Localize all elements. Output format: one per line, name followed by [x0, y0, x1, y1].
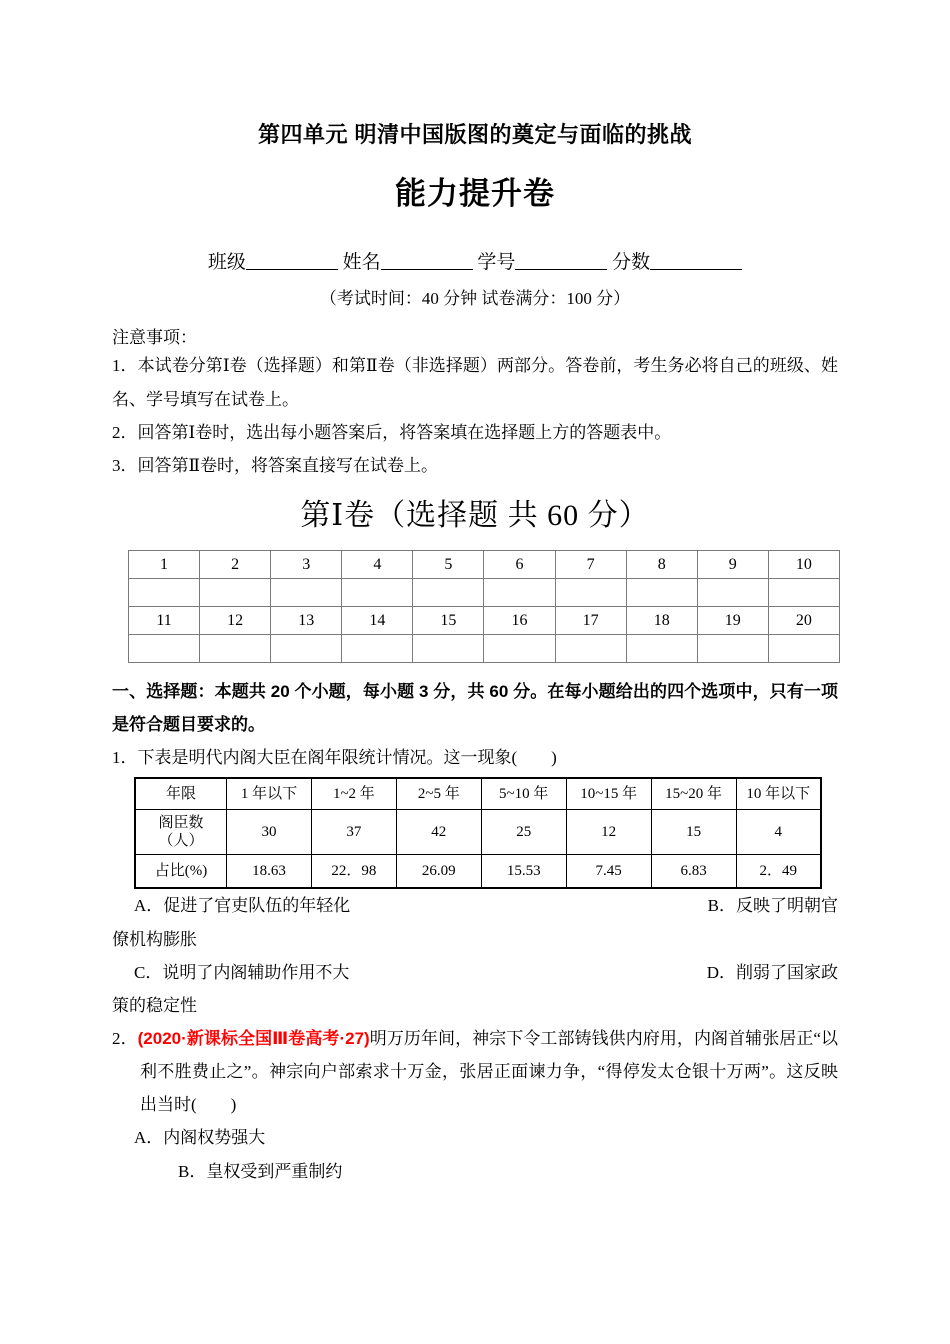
table-cell: 26.09	[396, 855, 481, 889]
table-row	[135, 855, 821, 889]
answer-number-cell: 3	[271, 551, 342, 579]
table-row	[135, 810, 821, 855]
answer-number-cell: 9	[697, 551, 768, 579]
table-cell: 6.83	[651, 855, 736, 889]
answer-entry-cell[interactable]	[484, 579, 555, 607]
table-cell: 37	[311, 810, 396, 855]
answer-entry-cell[interactable]	[413, 579, 484, 607]
answer-number-cell: 10	[768, 551, 839, 579]
notice-item-1: 1．本试卷分第Ⅰ卷（选择题）和第Ⅱ卷（非选择题）两部分。答卷前，考生务必将自己的班级、姓名、学号填写在试卷上。	[112, 356, 838, 409]
student-info-line	[112, 251, 838, 276]
question-1-option-a-row	[112, 889, 838, 922]
table-row-label-line1: 阁臣数	[158, 814, 204, 831]
table-cell: 30	[227, 810, 312, 855]
answer-number-cell: 4	[342, 551, 413, 579]
question-1-option-d[interactable]: D．削弱了国家政	[706, 962, 838, 982]
answer-number-cell: 13	[271, 607, 342, 635]
table-row	[129, 607, 840, 635]
answer-number-cell: 17	[555, 607, 626, 635]
notice-item-2: 2．回答第Ⅰ卷时，选出每小题答案后，将答案填在选择题上方的答题表中。	[112, 422, 672, 442]
table-header-cell: 10 年以下	[736, 778, 821, 810]
table-cell: 42	[396, 810, 481, 855]
table-cell: 18.63	[227, 855, 312, 889]
table-header-cell: 1~2 年	[311, 778, 396, 810]
table-row	[129, 551, 840, 579]
table-header-cell: 年限	[135, 778, 227, 810]
answer-entry-cell[interactable]	[555, 635, 626, 663]
table-header-cell: 2~5 年	[396, 778, 481, 810]
notice-heading: 注意事项：	[112, 328, 197, 348]
answer-number-cell: 20	[768, 607, 839, 635]
question-1-option-c[interactable]: C．说明了内阁辅助作用不大	[134, 962, 350, 982]
question-1-stem: 下表是明代内阁大臣在阁年限统计情况。这一现象( )	[137, 748, 557, 768]
table-row-label-line2: （人）	[158, 833, 204, 850]
answer-number-cell: 18	[626, 607, 697, 635]
table-row	[129, 579, 840, 607]
question-2-stem: 明万历年间，神宗下令工部铸钱供内府用，内阁首辅张居正“以利不胜费止之”。神宗向户部索求十万金，张居正面谏力争，“得停发太仓银十万两”。这反映出当时( )	[140, 1029, 838, 1115]
question-1-number: 1．	[112, 748, 138, 768]
question-1-option-a[interactable]: A．促进了官吏队伍的年轻化	[134, 896, 351, 916]
answer-entry-cell[interactable]	[271, 635, 342, 663]
answer-entry-cell[interactable]	[697, 635, 768, 663]
page-title: 第四单元 明清中国版图的奠定与面临的挑战	[257, 122, 693, 147]
answer-number-cell: 11	[129, 607, 200, 635]
answer-entry-cell[interactable]	[484, 635, 555, 663]
answer-entry-cell[interactable]	[555, 579, 626, 607]
answer-entry-cell[interactable]	[768, 635, 839, 663]
table-row-label	[135, 810, 227, 855]
answer-entry-cell[interactable]	[342, 635, 413, 663]
answer-number-cell: 12	[200, 607, 271, 635]
question-1-option-b-continuation: 僚机构膨胀	[112, 929, 197, 949]
answer-number-cell: 19	[697, 607, 768, 635]
answer-entry-cell[interactable]	[768, 579, 839, 607]
table-cell: 15.53	[481, 855, 566, 889]
answer-number-cell: 1	[129, 551, 200, 579]
paper-subtitle: 能力提升卷	[395, 176, 555, 212]
table-row	[129, 635, 840, 663]
answer-entry-cell[interactable]	[200, 635, 271, 663]
answer-entry-cell[interactable]	[200, 579, 271, 607]
table-cell: 2．49	[736, 855, 821, 889]
name-label: 姓名	[342, 251, 381, 273]
score-input-blank[interactable]	[650, 252, 742, 270]
class-input-blank[interactable]	[246, 252, 338, 270]
answer-entry-cell[interactable]	[413, 635, 484, 663]
question-2-number: 2．	[112, 1029, 138, 1048]
table-cell: 7.45	[566, 855, 651, 889]
table-header-cell: 15~20 年	[651, 778, 736, 810]
answer-entry-cell[interactable]	[697, 579, 768, 607]
multiple-choice-instruction: 一、选择题：本题共 20 个小题，每小题 3 分，共 60 分。在每小题给出的四个选项中，只有一项是符合题目要求的。	[112, 682, 838, 735]
question-2-source: (2020·新课标全国Ⅲ卷高考·27)	[137, 1029, 370, 1048]
answer-number-cell: 7	[555, 551, 626, 579]
student-id-input-blank[interactable]	[515, 252, 607, 270]
table-row	[135, 778, 821, 810]
student-id-label: 学号	[477, 251, 516, 273]
question-2	[112, 1022, 838, 1121]
answer-entry-cell[interactable]	[626, 579, 697, 607]
table-cell: 22．98	[311, 855, 396, 889]
section-heading-part-1: 第Ⅰ卷（选择题 共 60 分）	[300, 499, 650, 533]
table-header-cell: 10~15 年	[566, 778, 651, 810]
answer-entry-cell[interactable]	[626, 635, 697, 663]
answer-number-cell: 5	[413, 551, 484, 579]
answer-entry-cell[interactable]	[271, 579, 342, 607]
question-1-option-b[interactable]: B．反映了明朝官	[707, 896, 838, 916]
question-1	[112, 741, 838, 774]
table-header-cell: 1 年以下	[227, 778, 312, 810]
table-cell: 4	[736, 810, 821, 855]
table-header-cell: 5~10 年	[481, 778, 566, 810]
notice-item-3: 3．回答第Ⅱ卷时，将答案直接写在试卷上。	[112, 455, 439, 475]
question-1-option-d-continuation: 策的稳定性	[112, 995, 197, 1015]
question-1-data-table	[134, 777, 822, 889]
answer-entry-cell[interactable]	[129, 635, 200, 663]
question-1-option-c-row	[112, 956, 838, 989]
table-row-label: 占比(%)	[135, 855, 227, 889]
answer-number-cell: 15	[413, 607, 484, 635]
answer-number-cell: 6	[484, 551, 555, 579]
answer-entry-cell[interactable]	[342, 579, 413, 607]
answer-number-cell: 14	[342, 607, 413, 635]
answer-number-cell: 16	[484, 607, 555, 635]
question-2-option-b[interactable]: B．皇权受到严重制约	[178, 1161, 343, 1181]
answer-number-cell: 8	[626, 551, 697, 579]
table-cell: 25	[481, 810, 566, 855]
exam-meta: （考试时间：40 分钟 试卷满分：100 分）	[319, 289, 631, 309]
table-cell: 12	[566, 810, 651, 855]
answer-sheet-grid[interactable]	[128, 550, 840, 663]
table-cell: 15	[651, 810, 736, 855]
score-label: 分数	[612, 251, 651, 273]
answer-entry-cell[interactable]	[129, 579, 200, 607]
answer-number-cell: 2	[200, 551, 271, 579]
class-label: 班级	[207, 251, 246, 273]
page-content	[112, 0, 838, 1188]
name-input-blank[interactable]	[381, 252, 473, 270]
question-2-option-a[interactable]: A．内阁权势强大	[134, 1128, 266, 1148]
